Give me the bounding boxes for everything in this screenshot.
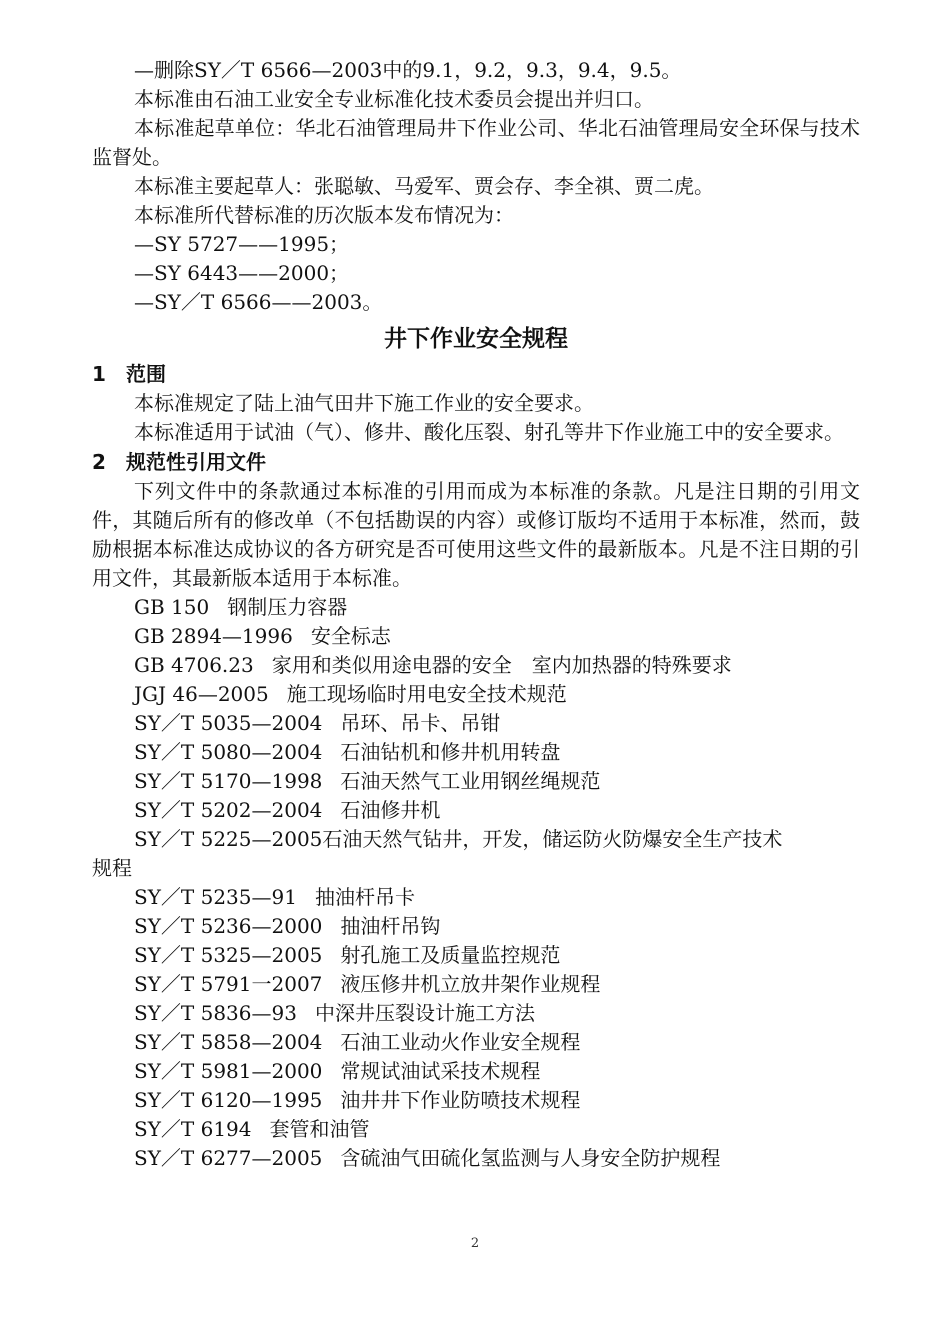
reference-name: 液压修井机立放井架作业规程 — [340, 972, 601, 996]
reference-code: SY／T 5325—2005 — [134, 943, 323, 967]
reference-item — [92, 1086, 860, 1115]
preface-line: 本标准主要起草人：张聪敏、马爱军、贾会存、李全祺、贾二虎。 — [134, 174, 714, 198]
reference-name: 石油天然气工业用钢丝绳规范 — [340, 769, 601, 793]
reference-name: 施工现场临时用电安全技术规范 — [286, 682, 567, 706]
reference-code: SY／T 5035—2004 — [134, 711, 323, 735]
reference-code: SY／T 6277—2005 — [134, 1146, 323, 1170]
reference-item — [92, 593, 860, 622]
reference-name: 安全标志 — [310, 624, 391, 648]
section-title: 范围 — [126, 362, 166, 386]
reference-name: 家用和类似用途电器的安全 室内加热器的特殊要求 — [271, 653, 732, 677]
reference-code: SY／T 5170—1998 — [134, 769, 323, 793]
reference-name: 含硫油气田硫化氢监测与人身安全防护规程 — [340, 1146, 721, 1170]
reference-item — [92, 796, 860, 825]
reference-name: 常规试油试采技术规程 — [340, 1059, 541, 1083]
reference-name: 油井井下作业防喷技术规程 — [340, 1088, 581, 1112]
reference-name: 石油修井机 — [340, 798, 441, 822]
reference-item — [92, 680, 860, 709]
reference-item — [92, 825, 860, 883]
reference-item — [92, 651, 860, 680]
history-item: —SY 5727——1995； — [134, 232, 350, 256]
reference-name: 石油工业动火作业安全规程 — [340, 1030, 581, 1054]
paragraph: 本标准适用于试油（气）、修井、酸化压裂、射孔等井下作业施工中的安全要求。 — [134, 420, 844, 444]
reference-item — [92, 767, 860, 796]
reference-code: SY／T 5981—2000 — [134, 1059, 323, 1083]
reference-code: SY／T 5202—2004 — [134, 798, 323, 822]
reference-code: SY／T 6194 — [134, 1117, 252, 1141]
section-number: 1 — [92, 362, 106, 386]
section-heading — [92, 359, 860, 389]
reference-item — [92, 1057, 860, 1086]
reference-code: SY／T 5225—2005 — [134, 827, 323, 851]
reference-code: GB 4706.23 — [134, 653, 254, 677]
section-heading — [92, 447, 860, 477]
reference-name: 石油钻机和修井机用转盘 — [340, 740, 561, 764]
reference-item — [92, 738, 860, 767]
reference-name: 套管和油管 — [269, 1117, 370, 1141]
reference-item — [92, 970, 860, 999]
reference-item — [92, 999, 860, 1028]
reference-item — [92, 1144, 860, 1173]
reference-name: 吊环、吊卡、吊钳 — [340, 711, 501, 735]
reference-item — [92, 622, 860, 651]
preface-line: 本标准起草单位：华北石油管理局井下作业公司、华北石油管理局安全环保与技术监督处。 — [92, 116, 860, 169]
reference-code: SY／T 6120—1995 — [134, 1088, 323, 1112]
reference-name: 中深井压裂设计施工方法 — [314, 1001, 535, 1025]
document-title: 井下作业安全规程 — [384, 326, 568, 352]
reference-code: SY／T 5858—2004 — [134, 1030, 323, 1054]
reference-name: 抽油杆吊卡 — [314, 885, 415, 909]
reference-item — [92, 1028, 860, 1057]
reference-item — [92, 1115, 860, 1144]
paragraph: 下列文件中的条款通过本标准的引用而成为本标准的条款。凡是注日期的引用文件，其随后所有的修改单（不包括勘误的内容）或修订版均不适用于本标准，然而，鼓励根据本标准达成协议的各方研究是否可使用这些文件的最新版本。凡是不注日期的引用文件，其最新版本适用于本标准。 — [92, 479, 860, 590]
reference-item — [92, 912, 860, 941]
reference-code: SY／T 5836—93 — [134, 1001, 297, 1025]
paragraph: 本标准规定了陆上油气田井下施工作业的安全要求。 — [134, 391, 594, 415]
reference-name: 钢制压力容器 — [227, 595, 348, 619]
reference-code: SY／T 5235—91 — [134, 885, 297, 909]
reference-name: 射孔施工及质量监控规范 — [340, 943, 561, 967]
reference-item — [92, 941, 860, 970]
section-number: 2 — [92, 450, 106, 474]
document-page — [92, 56, 860, 1173]
reference-name-continuation: 规程 — [92, 856, 132, 880]
reference-code: GB 150 — [134, 595, 210, 619]
reference-list — [92, 593, 860, 1173]
reference-name: 石油天然气钻井，开发，储运防火防爆安全生产技术 — [322, 827, 783, 851]
preface-line: 本标准所代替标准的历次版本发布情况为： — [134, 203, 514, 227]
preface-line: 本标准由石油工业安全专业标准化技术委员会提出并归口。 — [134, 87, 654, 111]
reference-item — [92, 883, 860, 912]
reference-code: SY／T 5236—2000 — [134, 914, 323, 938]
reference-code: JGJ 46—2005 — [134, 682, 269, 706]
reference-code: SY／T 5791一2007 — [134, 972, 323, 996]
reference-code: GB 2894—1996 — [134, 624, 293, 648]
reference-name: 抽油杆吊钩 — [340, 914, 441, 938]
section-title: 规范性引用文件 — [126, 450, 266, 474]
preface-line: —删除SY／T 6566—2003中的9.1，9.2，9.3，9.4，9.5。 — [134, 58, 682, 82]
history-item: —SY／T 6566——2003。 — [134, 290, 383, 314]
reference-item — [92, 709, 860, 738]
history-item: —SY 6443——2000； — [134, 261, 350, 285]
reference-code: SY／T 5080—2004 — [134, 740, 323, 764]
page-number: 2 — [470, 1236, 480, 1251]
